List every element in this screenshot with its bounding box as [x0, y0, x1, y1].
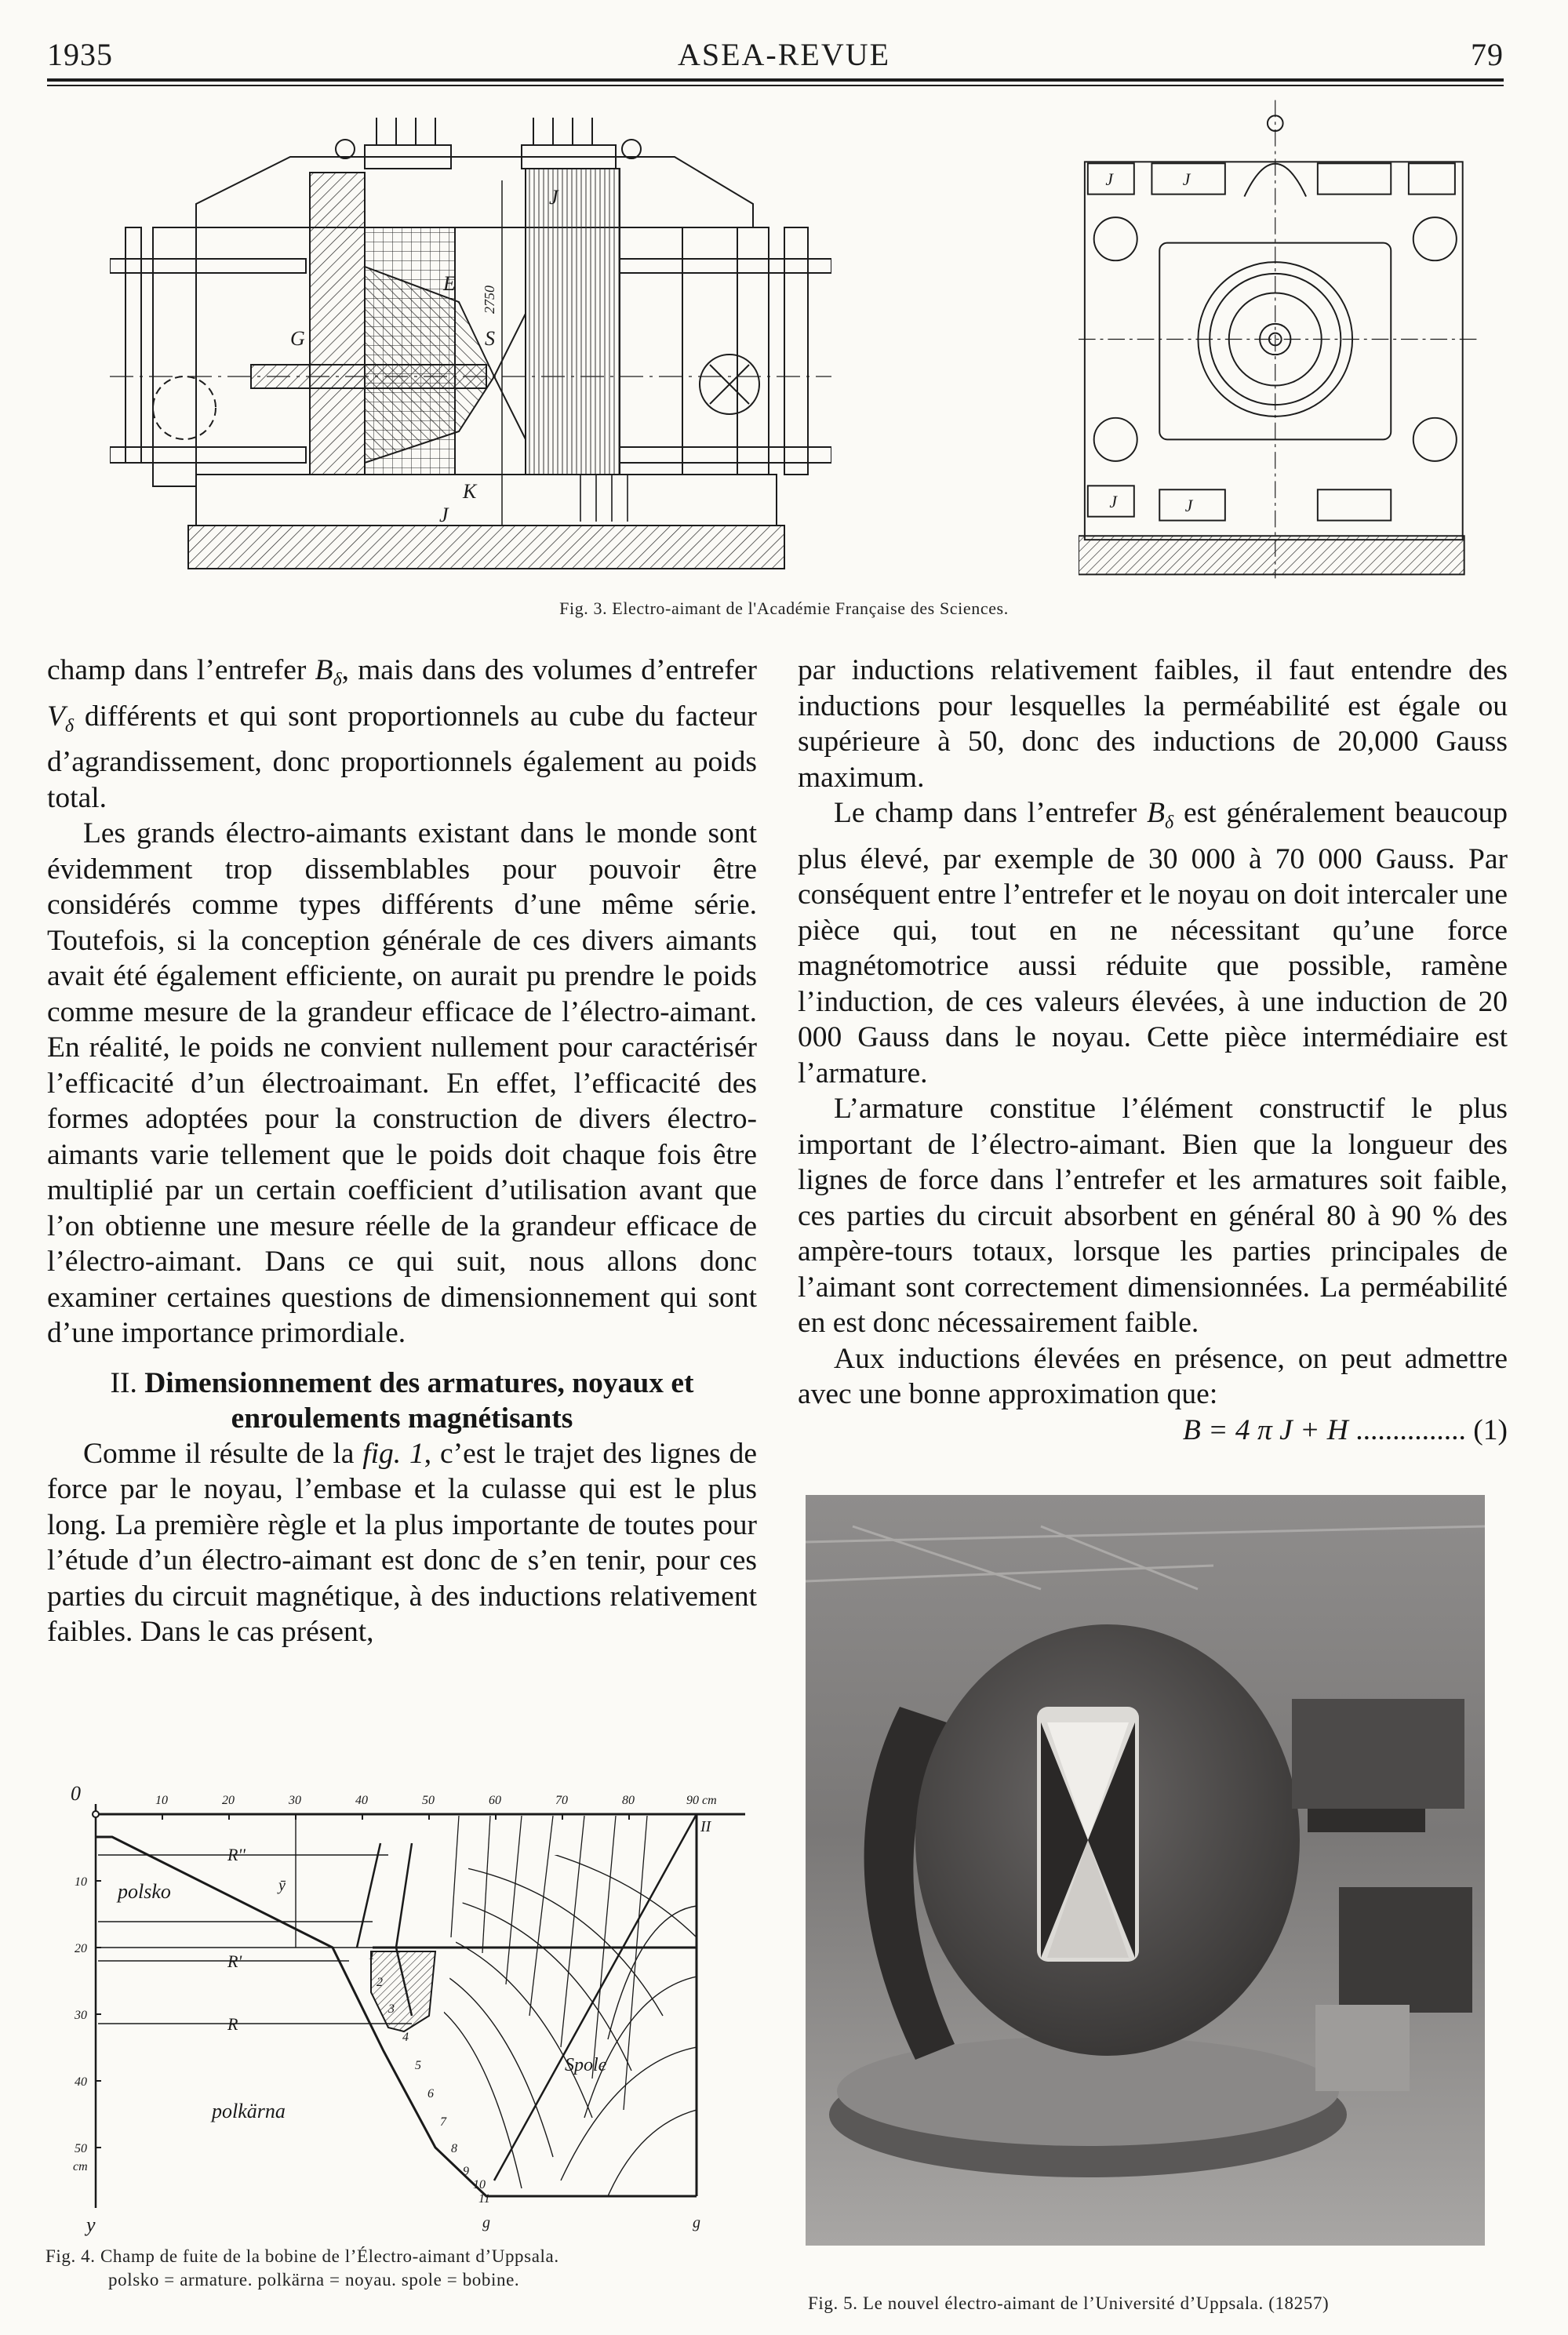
label-S: S	[485, 327, 495, 350]
right-column	[798, 653, 1508, 1448]
figure4-caption: Fig. 4. Champ de fuite de la bobine de l’Électro-aimant d’Uppsala. polsko = armature. polkärna = noyau. spole = bobine.	[45, 2246, 559, 2290]
origin-label: 0	[71, 1782, 81, 1805]
svg-text:50: 50	[422, 1794, 435, 1807]
paragraph-armature: L’armature constitue l’élément constructif le plus important de l’électro-aimant. Bien que la longueur des lignes de force dans l’entrefer et les armatures soit faible, ces parties du circuit absorbent en général 80 à 90 % des ampère-tours totaux, lorsque les parties principales de l’aimant sont correctement dimensionnées. La perméabilité en est donc nécessairement faible.	[798, 1093, 1508, 1339]
electromagnet-photo	[806, 1495, 1485, 2246]
svg-text:4: 4	[402, 2031, 409, 2044]
svg-text:g: g	[693, 2214, 700, 2231]
svg-text:II: II	[700, 1818, 711, 1835]
label-J-3: J	[1109, 492, 1117, 511]
label-polkarna: polkärna	[212, 2100, 286, 2122]
paragraph-electromagnets: Les grands électro-aimants existant dans le monde sont évidemment trop dissemblables pour pouvoir être considérés comme types différents d’une même série. Toutefois, si la conception générale de ces divers aimants avait été également efficiente, on aurait pu prendre le poids comme mesure de la grandeur efficace de l’électro-aimant. En réalité, le poids ne convient nullement pour caractérisér l’efficacité d’un électroaimant. En effet, l’efficacité des formes adoptées pour la construction de divers électro-aimants varie tellement que le poids doit chaque fois être multiplié par un certain coefficient d’utilisation avant que l’on obtienne une mesure réelle de la grandeur efficace de l’électro-aimant. Dans ce qui suit, nous allons donc examiner certaines questions de dimensionnement qui sont d’une importance primordiale.	[47, 817, 757, 1349]
svg-text:R': R'	[227, 1951, 242, 1971]
svg-text:10: 10	[155, 1794, 168, 1807]
svg-text:20: 20	[222, 1794, 235, 1807]
svg-text:11: 11	[478, 2192, 490, 2206]
svg-text:10: 10	[75, 1875, 87, 1889]
paragraph-continued: champ dans l’entrefer $B_\delta$, mais dans des volumes d’entrefer $V_\delta$ différents et qui sont proportionnels au cube du facteur d’agrandissement, donc proportionnels également au poids total.	[47, 654, 757, 814]
header-rule-thin	[47, 85, 1504, 86]
paragraph-approximation: Aux inductions élevées en présence, on peut admettre avec une bonne approximation que:	[798, 1342, 1508, 1410]
label-E: E	[443, 272, 456, 295]
svg-text:50: 50	[75, 2142, 87, 2155]
figure3-front-view-drawing	[1079, 98, 1541, 580]
label-G: G	[290, 327, 305, 350]
dimension-2750: 2750	[482, 286, 497, 314]
svg-text:2: 2	[377, 1976, 383, 1989]
svg-text:30: 30	[75, 2009, 87, 2022]
equation-1: B = 4 π J + H ............... (1)	[1182, 1413, 1508, 1446]
figure3-caption: Fig. 3. Electro-aimant de l'Académie Française des Sciences.	[559, 598, 1009, 618]
figure3-section-drawing	[110, 110, 831, 573]
section-heading: II. Dimensionnement des armatures, noyaux et enroulements magnétisants	[110, 1366, 694, 1435]
page-number: 79	[1471, 37, 1504, 72]
figure4-leakage-field-diagram	[43, 1780, 773, 2243]
svg-text:R'': R''	[227, 1845, 246, 1864]
paragraph-airgap-field: Le champ dans l’entrefer $B_\delta$ est généralement beaucoup plus élevé, par exemple de 30 000 à 70 000 Gauss. Par conséquent entre l’entrefer et le noyau on doit intercaler une pièce qui, tout en ne nécessitant qu’une force magnétomotrice aussi réduite que possible, ramène l’induction, de ces valeurs élevées, à une induction de 20 000 Gauss dans le noyau. Cette pièce intermédiaire est l’armature.	[798, 797, 1508, 1089]
svg-text:80: 80	[622, 1794, 635, 1807]
label-J-4: J	[1184, 496, 1193, 515]
label-spole: Spole	[565, 2055, 607, 2075]
svg-text:3: 3	[388, 2002, 395, 2016]
svg-text:5: 5	[415, 2059, 421, 2072]
paragraph-dimensioning: Comme il résulte de la fig. 1, c’est le trajet des lignes de force par le noyau, l’embase et la culasse qui est le plus long. La première règle et la plus importante de toutes pour l’étude d’un électro-aimant est donc de s’en tenir, pour ces parties du circuit magnétique, à des inductions relativement faibles. Dans le cas présent,	[47, 1437, 758, 1648]
header-year: 1935	[47, 37, 113, 72]
svg-text:10: 10	[473, 2178, 486, 2191]
label-J-1: J	[1105, 169, 1114, 189]
svg-text:9: 9	[463, 2165, 469, 2178]
left-column	[47, 653, 757, 1650]
label-K: K	[463, 480, 477, 503]
label-J-2: J	[1182, 169, 1191, 189]
figure-reference: fig. 1	[362, 1437, 424, 1470]
svg-text:70: 70	[555, 1794, 568, 1807]
svg-text:20: 20	[75, 1942, 87, 1955]
figure5-photograph	[806, 1495, 1485, 2246]
svg-text:g: g	[482, 2214, 490, 2231]
label-J-bottom: J	[439, 504, 449, 526]
y-axis-name: y	[86, 2213, 96, 2236]
svg-text:1: 1	[369, 1949, 375, 1962]
svg-text:ȳ: ȳ	[278, 1877, 286, 1894]
svg-text:40: 40	[355, 1794, 368, 1807]
label-J-top: J	[549, 186, 558, 209]
svg-text:6: 6	[427, 2087, 434, 2100]
label-polsko: polsko	[118, 1880, 171, 1903]
svg-text:cm: cm	[73, 2160, 88, 2173]
svg-text:7: 7	[440, 2115, 446, 2129]
figure5-caption: Fig. 5. Le nouvel électro-aimant de l’Université d’Uppsala. (18257)	[808, 2293, 1330, 2313]
paragraph-continued-right: par inductions relativement faibles, il faut entendre des inductions pour lesquelles la perméabilité est égale ou supérieure à 50, donc des inductions de 20,000 Gauss maximum.	[798, 654, 1508, 794]
header-rule-thick	[47, 78, 1504, 82]
svg-text:R: R	[227, 2014, 238, 2034]
svg-text:30: 30	[289, 1794, 301, 1807]
svg-text:8: 8	[451, 2142, 457, 2155]
svg-text:60: 60	[489, 1794, 501, 1807]
journal-title: ASEA-REVUE	[677, 37, 891, 72]
svg-text:40: 40	[75, 2075, 87, 2089]
svg-text:90 cm: 90 cm	[686, 1794, 717, 1807]
